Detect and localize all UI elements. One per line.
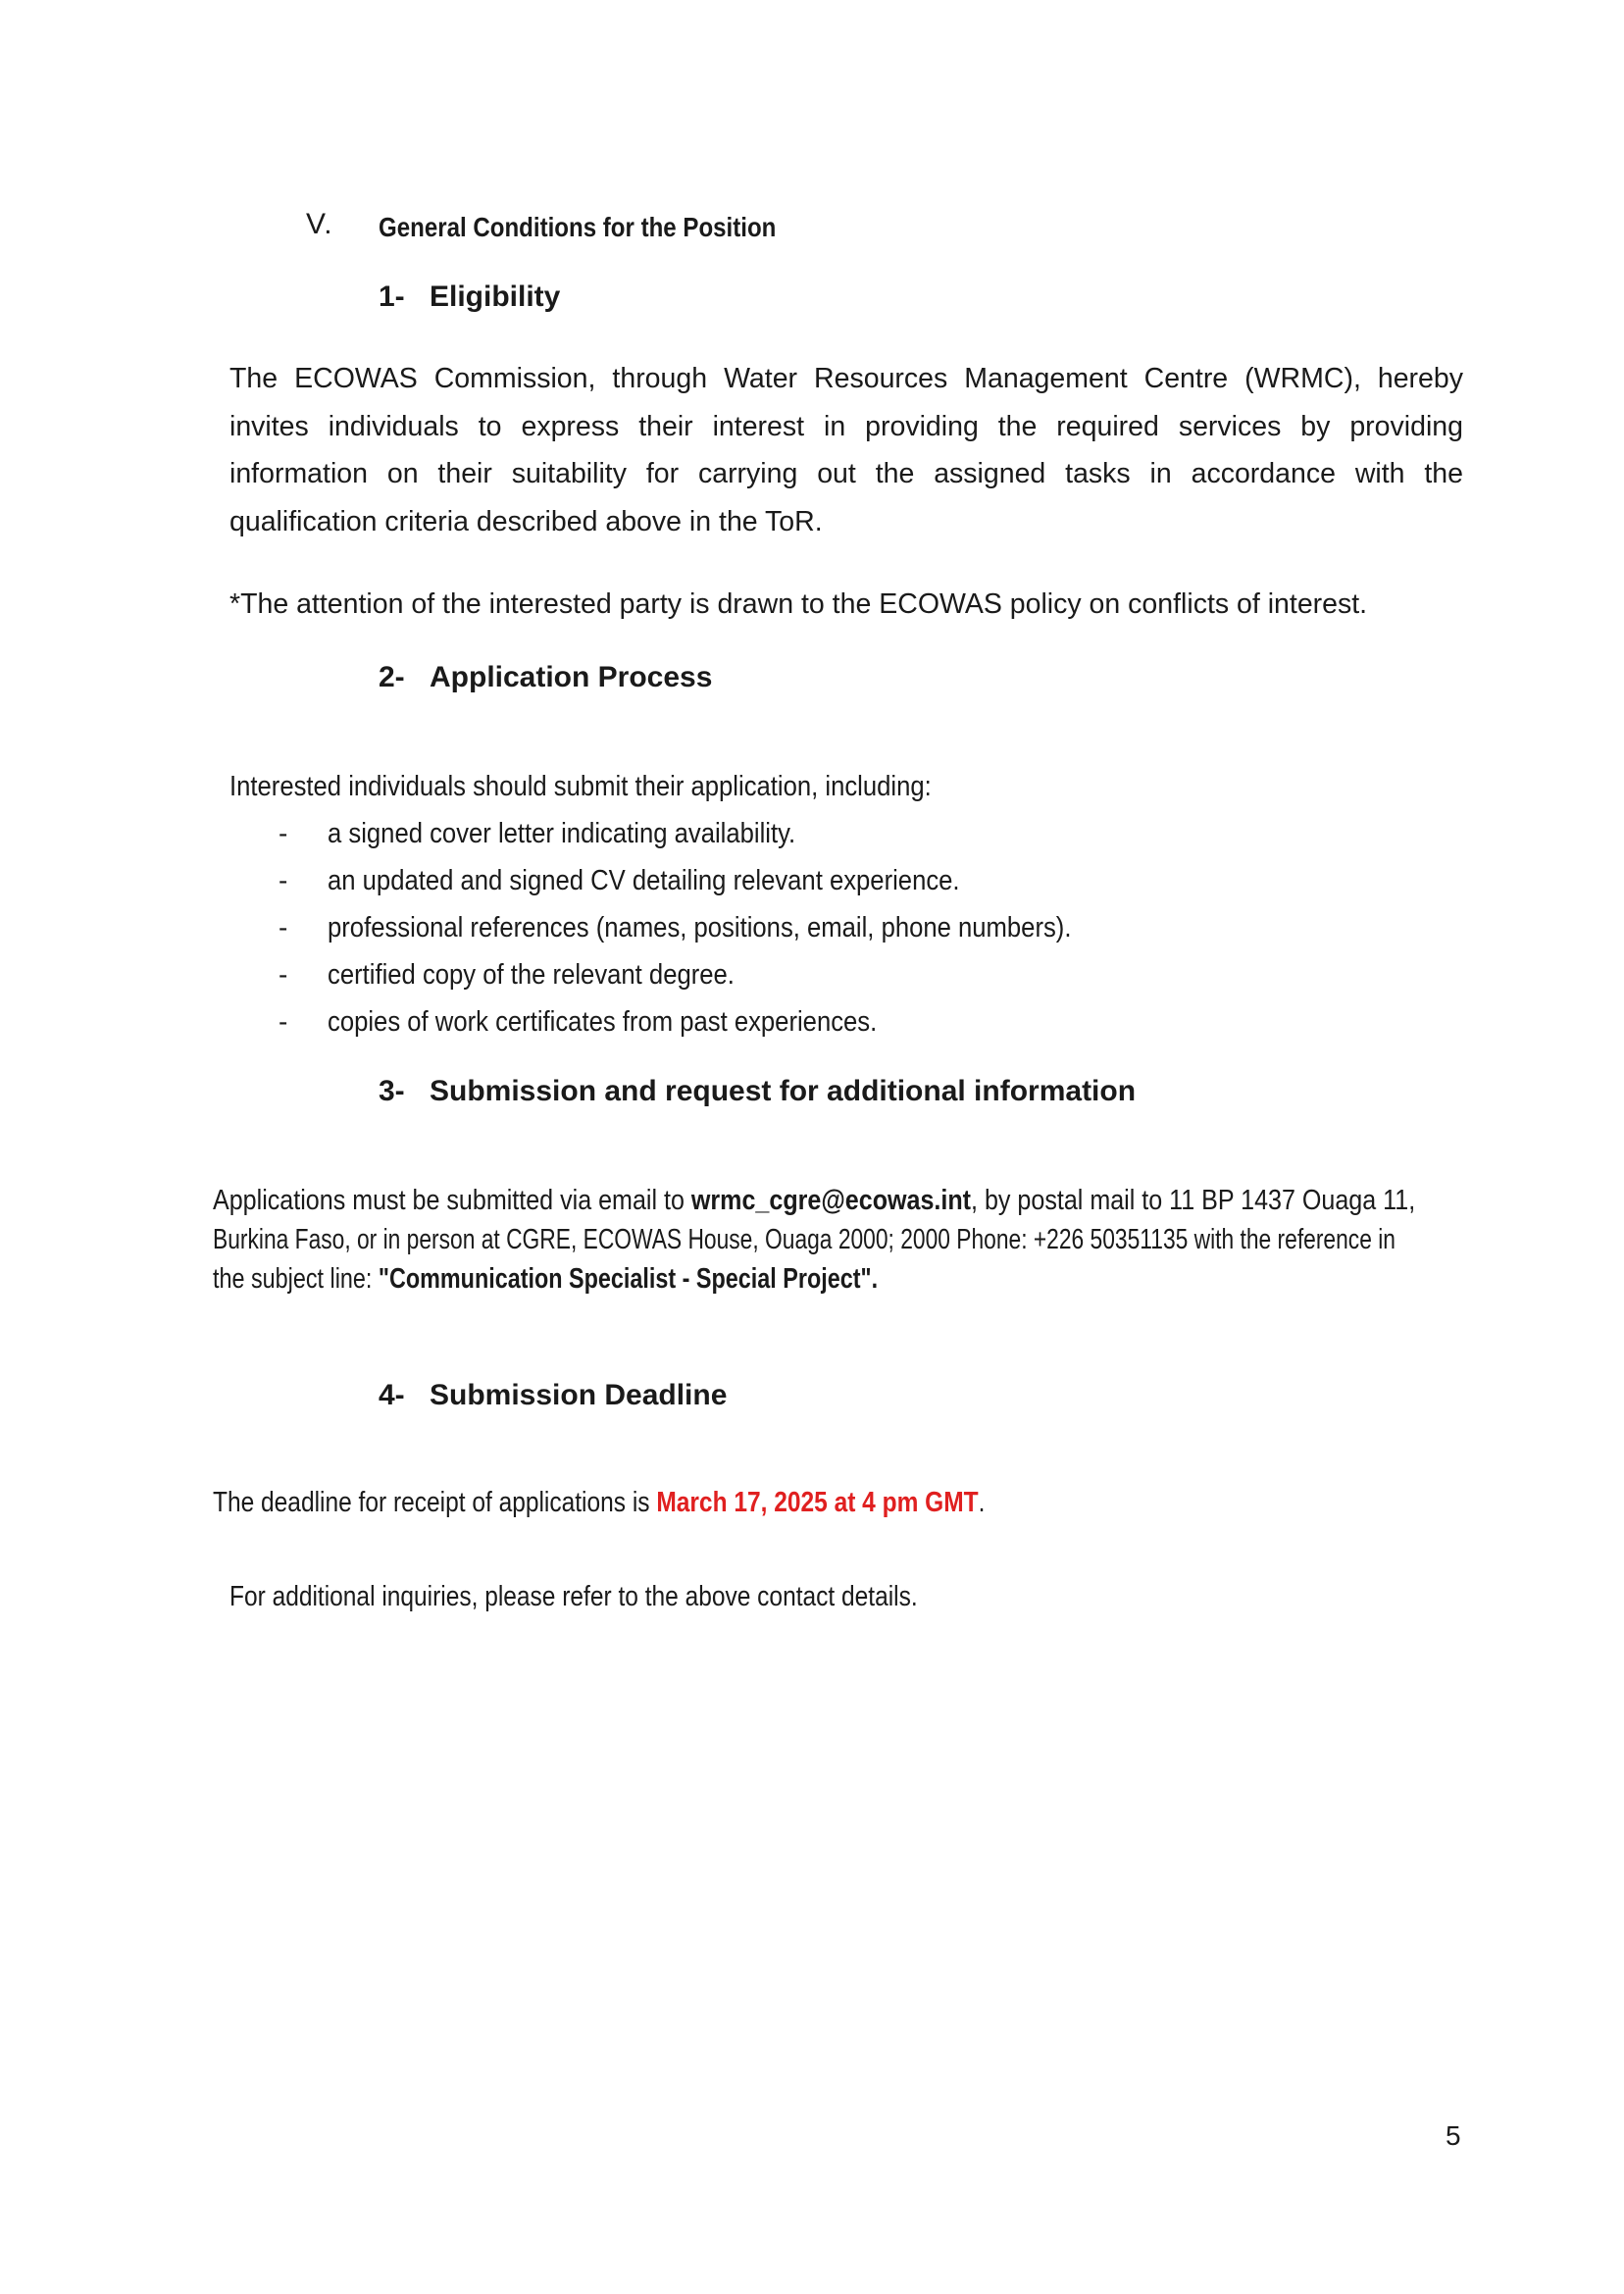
list-bullet: -: [279, 818, 288, 848]
submission-text: Applications must be submitted via email to: [213, 1185, 691, 1216]
conflict-of-interest-note: *The attention of the interested party is drawn to the ECOWAS policy on conflicts of interest.: [229, 588, 1368, 620]
section-title: General Conditions for the Position: [379, 212, 777, 242]
list-item: an updated and signed CV detailing relevant experience.: [328, 865, 960, 896]
eligibility-paragraph: The ECOWAS Commission, through Water Resources Management Centre (WRMC), hereby invites individuals to express their interest in providing the required services by providing information on their suitability for carrying out the assigned tasks in accordance with the qualification criteria described above in the ToR.: [229, 363, 1463, 537]
deadline-date: March 17, 2025 at 4 pm GMT: [656, 1487, 979, 1518]
eligibility-heading: [379, 280, 560, 314]
page-number: 5: [1446, 2120, 1461, 2151]
submission-text: , by postal mail to 11 BP 1437 Ouaga 11,: [971, 1185, 1416, 1216]
inquiries-note: For additional inquiries, please refer to the above contact details.: [229, 1581, 918, 1612]
deadline-title: Submission Deadline: [430, 1379, 728, 1411]
list-item: certified copy of the relevant degree.: [328, 959, 735, 991]
submission-number: 3-: [379, 1075, 405, 1107]
submission-line-1: [213, 1185, 1415, 1217]
list-item: copies of work certificates from past experiences.: [328, 1006, 878, 1038]
application-intro: Interested individuals should submit their application, including:: [229, 771, 932, 802]
eligibility-title: Eligibility: [430, 280, 561, 313]
submission-text: the subject line:: [213, 1263, 379, 1295]
list-bullet: -: [279, 912, 288, 943]
submission-email-link[interactable]: wrmc_cgre@ecowas.int: [690, 1185, 972, 1216]
application-number: 2-: [379, 661, 405, 693]
list-bullet: -: [279, 1006, 288, 1037]
eligibility-number: 1-: [379, 280, 405, 313]
list-item: a signed cover letter indicating availability.: [328, 818, 796, 849]
list-item: professional references (names, positions, email, phone numbers).: [328, 912, 1072, 943]
application-title: Application Process: [430, 661, 713, 693]
deadline-heading: [379, 1379, 727, 1412]
deadline-text: The deadline for receipt of applications is: [213, 1487, 657, 1518]
deadline-number: 4-: [379, 1379, 405, 1411]
submission-title: Submission and request for additional information: [430, 1075, 1137, 1107]
deadline-sentence: [213, 1487, 985, 1519]
application-heading: [379, 661, 712, 694]
list-bullet: -: [279, 865, 288, 895]
deadline-text: .: [978, 1487, 986, 1518]
subject-reference: "Communication Specialist - Special Project".: [378, 1263, 879, 1295]
section-numeral: V.: [306, 208, 333, 240]
list-bullet: -: [279, 959, 288, 990]
submission-line-3: [213, 1263, 878, 1296]
submission-heading: [379, 1075, 1136, 1108]
submission-line-2: Burkina Faso, or in person at CGRE, ECOWAS House, Ouaga 2000; 2000 Phone: +226 50351135 with the reference in: [213, 1224, 1396, 1255]
